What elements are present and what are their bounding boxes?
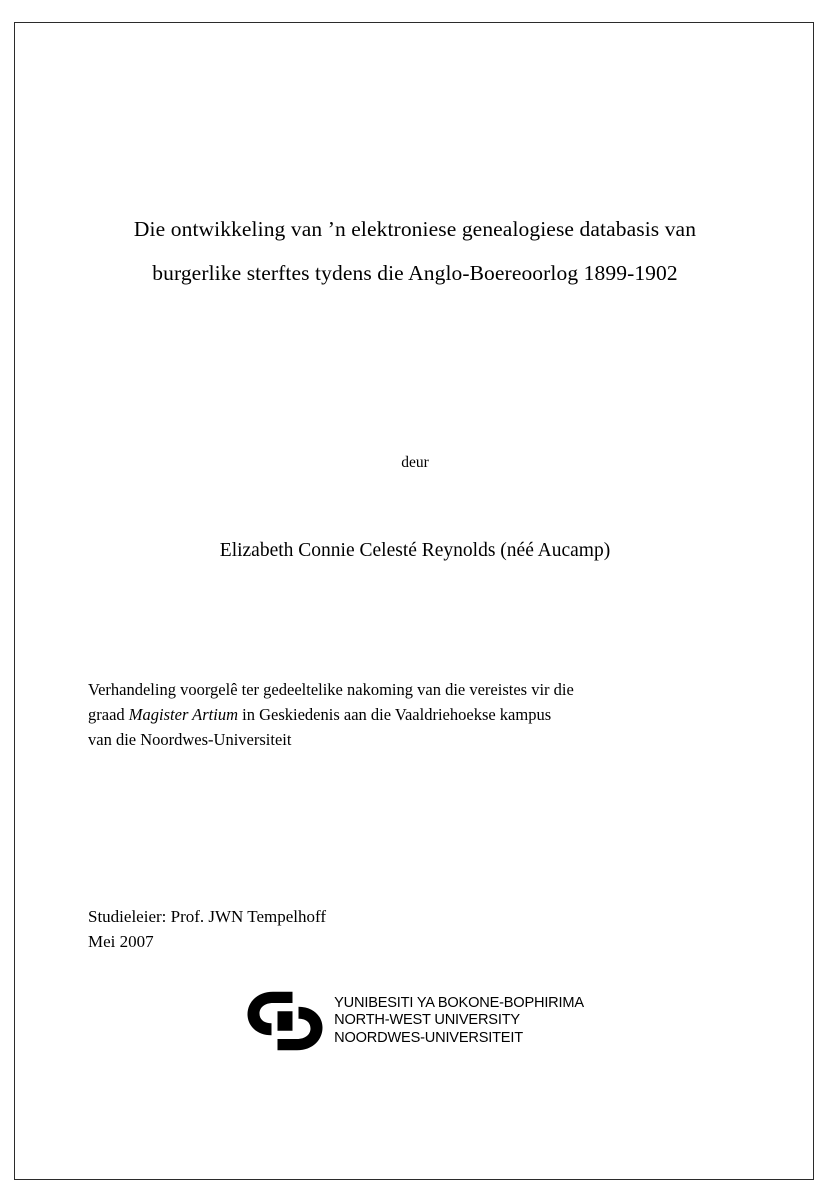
- degree-name: Magister Artium: [128, 705, 239, 724]
- supervisor-name: Studieleier: Prof. JWN Tempelhoff: [88, 907, 327, 926]
- statement-line-3: van die Noordwes-Universiteit: [88, 730, 292, 749]
- logo-line-3: NOORDWES-UNIVERSITEIT: [334, 1029, 523, 1046]
- thesis-title: [88, 207, 742, 295]
- statement-line-2-suffix: in Geskiedenis aan die Vaaldriehoekse kampus: [238, 705, 552, 724]
- logo-line-2: NORTH-WEST UNIVERSITY: [334, 1012, 520, 1029]
- statement-line-2-prefix: graad: [88, 705, 129, 724]
- submission-date: Mei 2007: [88, 932, 154, 951]
- nwu-logo-icon: [246, 990, 324, 1052]
- statement-line-2: [88, 702, 724, 727]
- by-label: deur: [401, 454, 429, 471]
- logo-line-1: YUNIBESITI YA BOKONE-BOPHIRIMA: [334, 994, 584, 1011]
- university-logo: [88, 990, 742, 1052]
- degree-statement: [88, 677, 724, 752]
- supervisor-info: [88, 904, 588, 954]
- author-name: Elizabeth Connie Celesté Reynolds (néé Aucamp): [219, 540, 611, 561]
- title-page-content: [88, 22, 742, 1180]
- university-logo-text: [334, 995, 584, 1047]
- title-line-2: burgerlike sterftes tydens die Anglo-Boereoorlog 1899-1902: [152, 261, 678, 285]
- statement-line-1: Verhandeling voorgelê ter gedeeltelike nakoming van die vereistes vir die: [88, 680, 574, 699]
- title-line-1: Die ontwikkeling van ’n elektroniese genealogiese databasis van: [133, 217, 697, 241]
